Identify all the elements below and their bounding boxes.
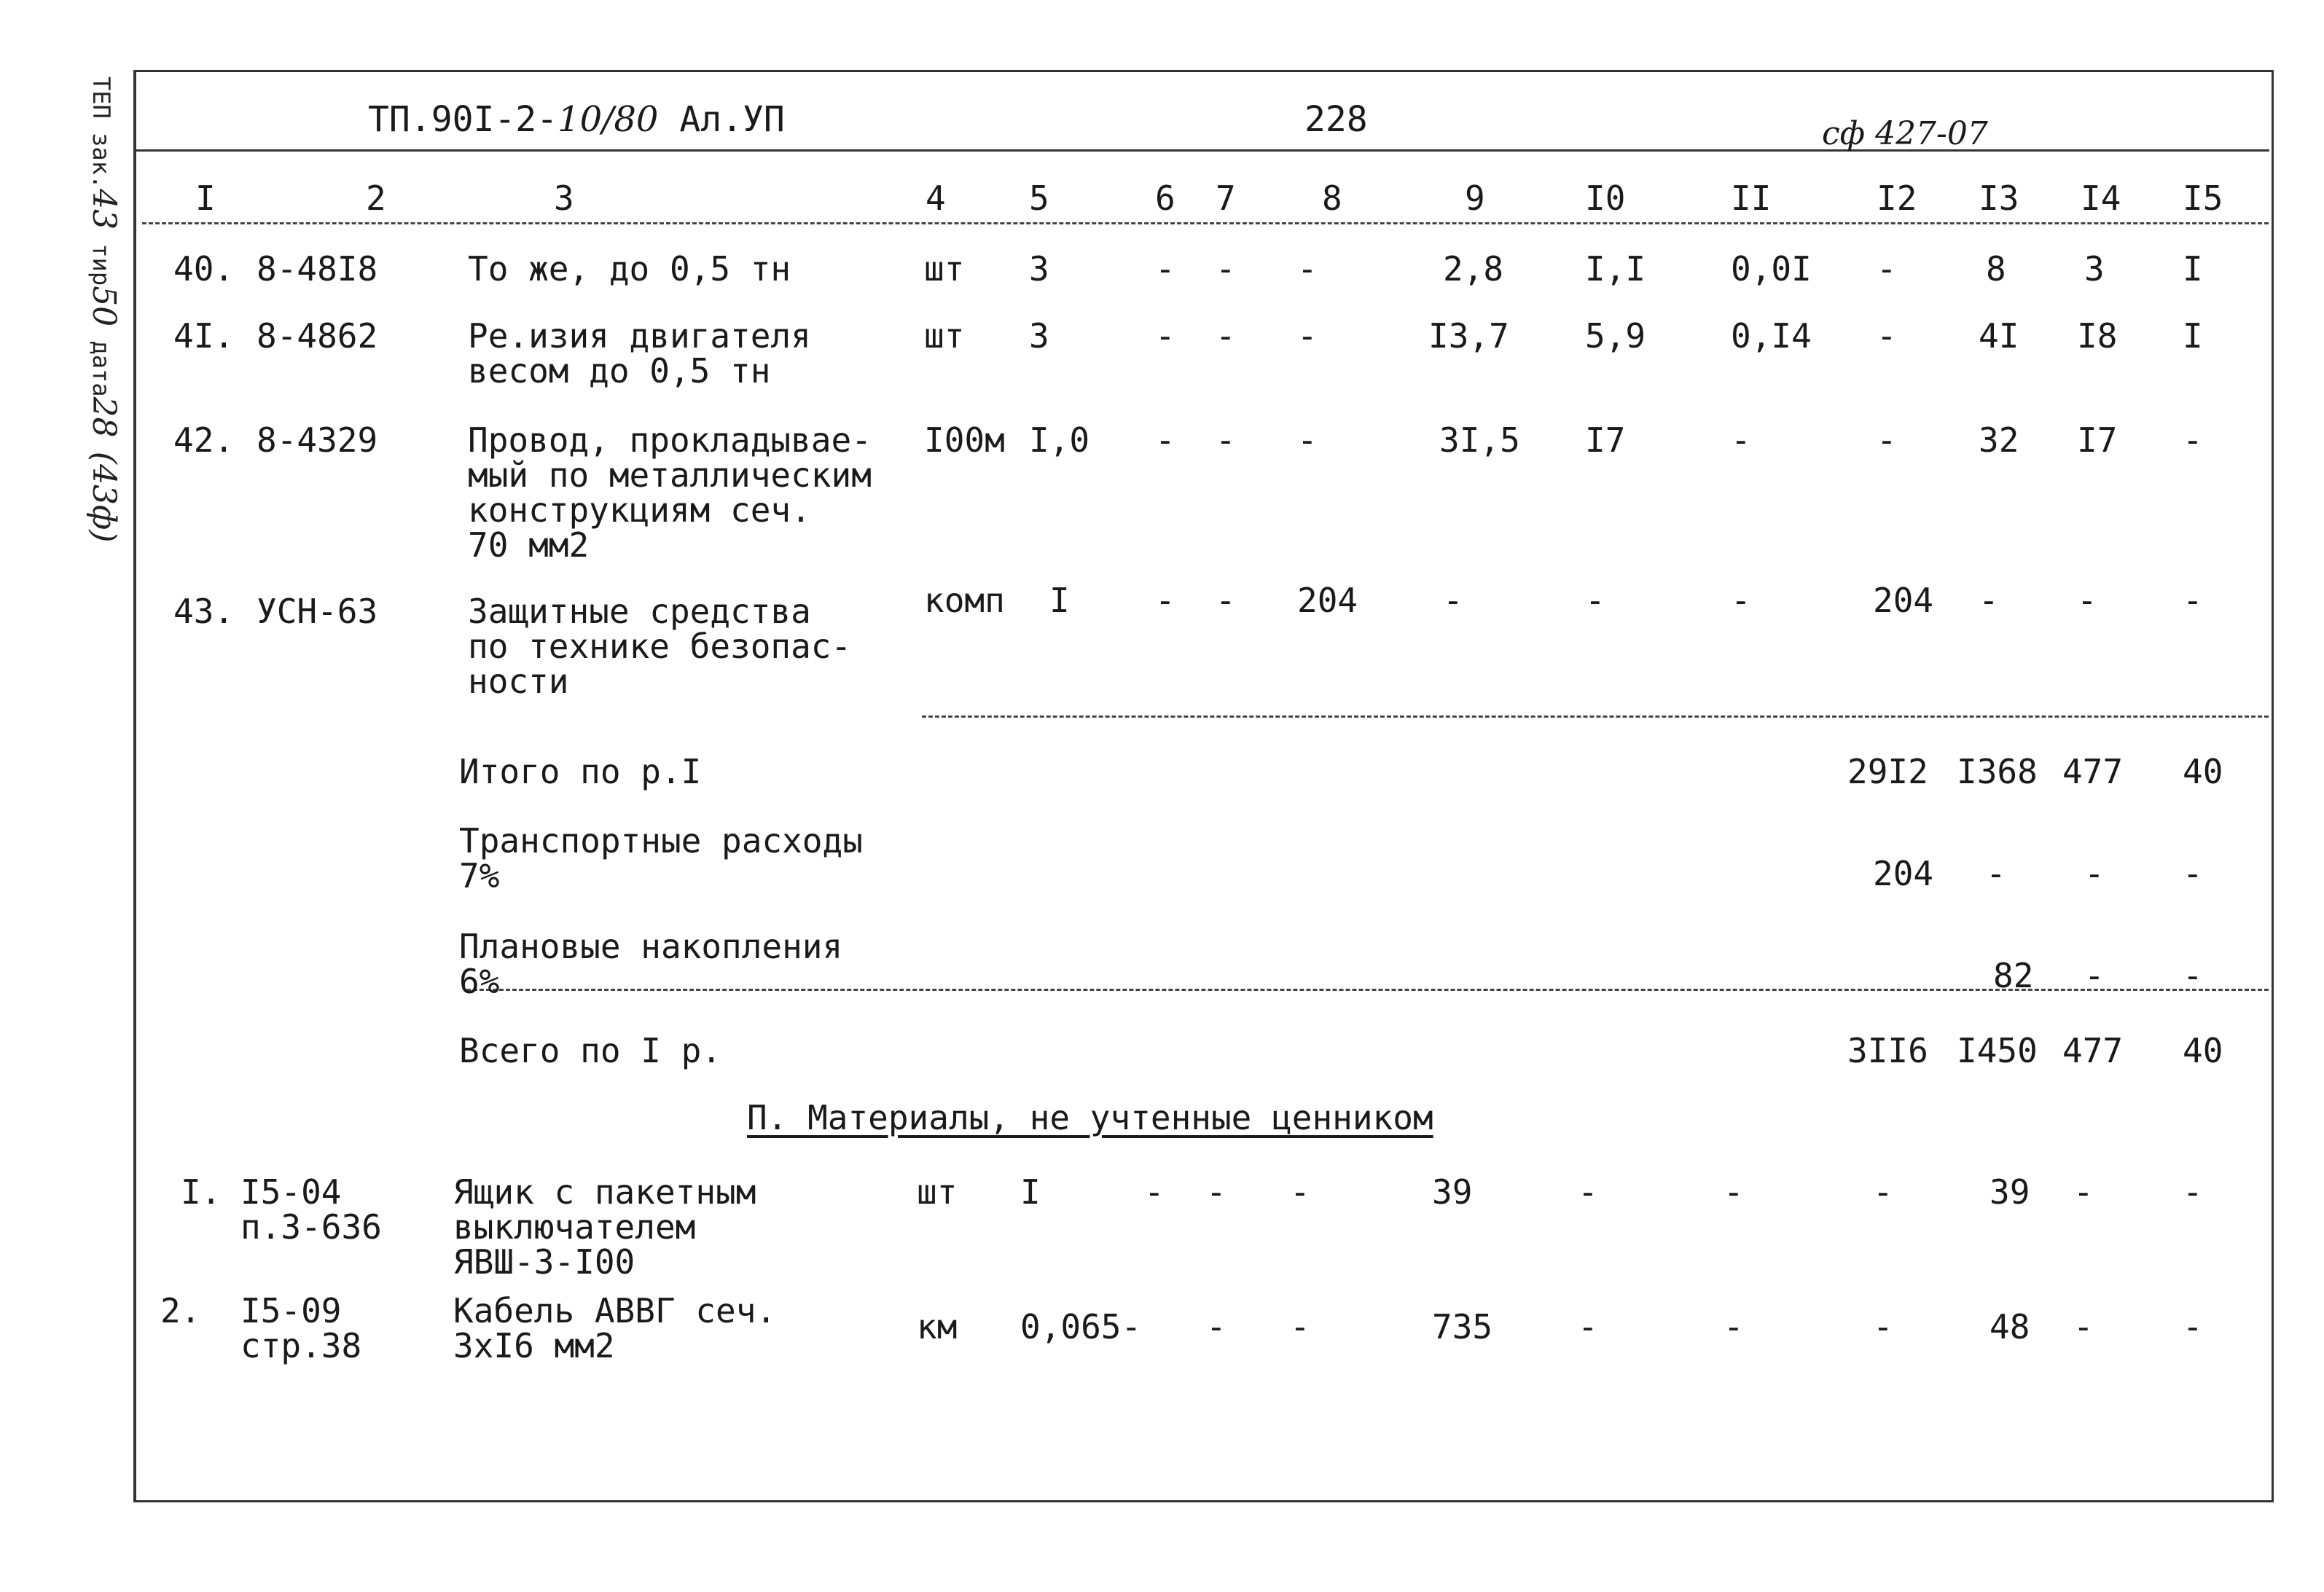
row-col10: 5,9	[1585, 316, 1646, 356]
total-col13: -	[1986, 854, 2006, 893]
row-col8: -	[1297, 316, 1318, 356]
row-col11: -	[1731, 420, 1751, 460]
row-col14: -	[2073, 1172, 2094, 1212]
row-code: I5-09 стр.38	[240, 1291, 362, 1365]
row-name: Провод, прокладывае- мый по металлическим конструкциям сеч. 70 мм2	[468, 420, 872, 565]
row-col12: -	[1877, 420, 1897, 460]
column-header: II	[1731, 179, 1772, 218]
row-col10: -	[1578, 1307, 1598, 1346]
row-code: I5-04 п.3-636	[240, 1172, 382, 1247]
row-number: 40.	[173, 249, 235, 289]
row-name: То же, до 0,5 тн	[468, 249, 791, 289]
row-col12: 204	[1873, 581, 1934, 620]
row-qty: I,0	[1029, 420, 1090, 460]
column-header: 8	[1322, 179, 1342, 218]
row-col15: I	[2183, 249, 2203, 289]
total-col13: I450	[1957, 1031, 2038, 1070]
row-col11: 0,0I	[1731, 249, 1812, 289]
row-col11: -	[1724, 1307, 1744, 1346]
row-col12: -	[1877, 316, 1897, 356]
row-code: 8-4862	[257, 316, 378, 356]
row-col15: -	[2183, 581, 2203, 620]
total-col14: -	[2084, 854, 2105, 893]
row-col12: -	[1873, 1307, 1893, 1346]
side-note	[85, 77, 122, 543]
row-col13: 48	[1990, 1307, 2030, 1346]
row-name: Защитные средства по технике безопас- ности	[468, 592, 852, 701]
row-col6: -	[1155, 420, 1175, 460]
row-col14: 3	[2084, 249, 2105, 289]
row-col6: -	[1206, 1307, 1226, 1346]
row-col9: 3I,5	[1439, 420, 1520, 460]
row-col8: 204	[1297, 581, 1358, 620]
total-col12: 29I2	[1847, 752, 1928, 791]
row-col13: 8	[1986, 249, 2006, 289]
row-col8: -	[1297, 249, 1318, 289]
row-qty: I	[1020, 1172, 1041, 1212]
column-header: I	[195, 179, 216, 218]
items-end-rule	[922, 715, 2269, 718]
total-col15: 40	[2183, 752, 2223, 791]
column-header: I2	[1877, 179, 1917, 218]
row-col6: -	[1155, 249, 1175, 289]
row-unit: шт	[924, 316, 965, 356]
row-col12: -	[1877, 249, 1897, 289]
total-col15: -	[2183, 956, 2203, 995]
row-col9: 735	[1432, 1307, 1493, 1346]
total-col15: -	[2183, 854, 2203, 893]
doc-number-handwritten: 10/80	[557, 99, 659, 140]
side-note-tir-value: 50	[85, 286, 122, 327]
row-unit: км	[917, 1307, 958, 1346]
column-header: 9	[1465, 179, 1485, 218]
row-qty: 0,065-	[1020, 1307, 1142, 1346]
row-col12: -	[1873, 1172, 1893, 1212]
row-col13: -	[1979, 581, 1999, 620]
row-col15: -	[2183, 1307, 2203, 1346]
row-col15: -	[2183, 1172, 2203, 1212]
row-col14: -	[2077, 581, 2097, 620]
row-col8: -	[1290, 1172, 1310, 1212]
total-col13: I368	[1957, 752, 2038, 791]
row-col10: -	[1585, 581, 1605, 620]
row-col6: -	[1155, 581, 1175, 620]
side-note-printed: ТЕП зак.	[87, 77, 115, 189]
row-col9: 2,8	[1443, 249, 1504, 289]
row-col14: -	[2073, 1307, 2094, 1346]
row-col9: I3,7	[1428, 316, 1509, 356]
row-col14: I7	[2077, 420, 2118, 460]
row-qty: 3	[1029, 249, 1049, 289]
row-col13: 4I	[1979, 316, 2019, 356]
row-col10: I7	[1585, 420, 1626, 460]
row-col8: -	[1297, 420, 1318, 460]
row-col9: 39	[1432, 1172, 1473, 1212]
column-header-rule	[142, 222, 2269, 224]
row-col9: -	[1443, 581, 1463, 620]
total-label: Плановые накопления 6%	[459, 927, 843, 1001]
column-header: 2	[366, 179, 386, 218]
total-col14: 477	[2062, 1031, 2124, 1070]
row-name: Ящик с пакетным выключателем ЯВШ-3-I00	[453, 1172, 756, 1282]
row-number: I.	[181, 1172, 222, 1212]
row-col15: I	[2183, 316, 2203, 356]
row-unit: шт	[917, 1172, 958, 1212]
row-code: УСН-63	[257, 592, 378, 631]
row-unit: шт	[924, 249, 965, 289]
row-col10: -	[1578, 1172, 1598, 1212]
document-frame	[133, 70, 2274, 1502]
row-qty: 3	[1029, 316, 1049, 356]
page-number: 228	[1304, 99, 1368, 140]
doc-prefix: ТП.90I-2-	[368, 99, 558, 140]
column-header: 7	[1216, 179, 1236, 218]
row-code: 8-4329	[257, 420, 378, 460]
row-number: 43.	[173, 592, 235, 631]
row-col7: -	[1216, 420, 1236, 460]
row-col11: -	[1724, 1172, 1744, 1212]
row-col7: -	[1216, 316, 1236, 356]
row-col10: I,I	[1585, 249, 1646, 289]
total-label: Всего по I р.	[459, 1031, 722, 1070]
doc-number	[368, 99, 785, 140]
total-label: Итого по р.I	[459, 752, 702, 791]
row-unit: комп	[924, 581, 1005, 620]
side-note-order: 43	[85, 189, 122, 230]
row-col7: -	[1206, 1172, 1226, 1212]
row-code: 8-48I8	[257, 249, 378, 289]
right-code: сф 427-07	[1822, 115, 1988, 152]
side-note-date: 28	[85, 396, 122, 438]
column-header: I3	[1979, 179, 2019, 218]
total-col14: 477	[2062, 752, 2124, 791]
row-col13: 39	[1990, 1172, 2030, 1212]
column-header: 3	[554, 179, 574, 218]
side-note-data: дата	[87, 340, 115, 397]
column-header: 4	[926, 179, 946, 218]
total-col12: 3II6	[1847, 1031, 1928, 1070]
column-header: I0	[1585, 179, 1626, 218]
section-title: П. Материалы, не учтенные ценником	[747, 1098, 1433, 1137]
row-col6: -	[1155, 316, 1175, 356]
total-label: Транспортные расходы 7%	[459, 821, 863, 895]
total-col12: 204	[1873, 854, 1934, 893]
row-col13: 32	[1979, 420, 2019, 460]
column-header: 5	[1029, 179, 1049, 218]
row-col11: -	[1731, 581, 1751, 620]
row-col11: 0,I4	[1731, 316, 1812, 356]
column-header: 6	[1155, 179, 1175, 218]
row-col7: -	[1290, 1307, 1310, 1346]
total-col14: -	[2084, 956, 2105, 995]
column-header: I4	[2081, 179, 2121, 218]
row-col7: -	[1216, 581, 1236, 620]
row-col6: -	[1144, 1172, 1165, 1212]
row-unit: I00м	[924, 420, 1005, 460]
row-col15: -	[2183, 420, 2203, 460]
side-note-tir: тир	[87, 243, 115, 286]
row-number: 4I.	[173, 316, 235, 356]
row-qty: I	[1049, 581, 1070, 620]
row-col7: -	[1216, 249, 1236, 289]
row-number: 42.	[173, 420, 235, 460]
total-col13: 82	[1993, 956, 2034, 995]
doc-suffix: Ал.УП	[679, 99, 785, 140]
side-note-code: (43ф)	[85, 451, 122, 543]
row-col14: I8	[2077, 316, 2118, 356]
total-col15: 40	[2183, 1031, 2223, 1070]
row-name: Ре.изия двигателя весом до 0,5 тн	[468, 316, 811, 391]
row-number: 2.	[160, 1291, 201, 1330]
column-header: I5	[2183, 179, 2223, 218]
row-name: Кабель АВВГ сеч. 3хI6 мм2	[453, 1291, 777, 1365]
